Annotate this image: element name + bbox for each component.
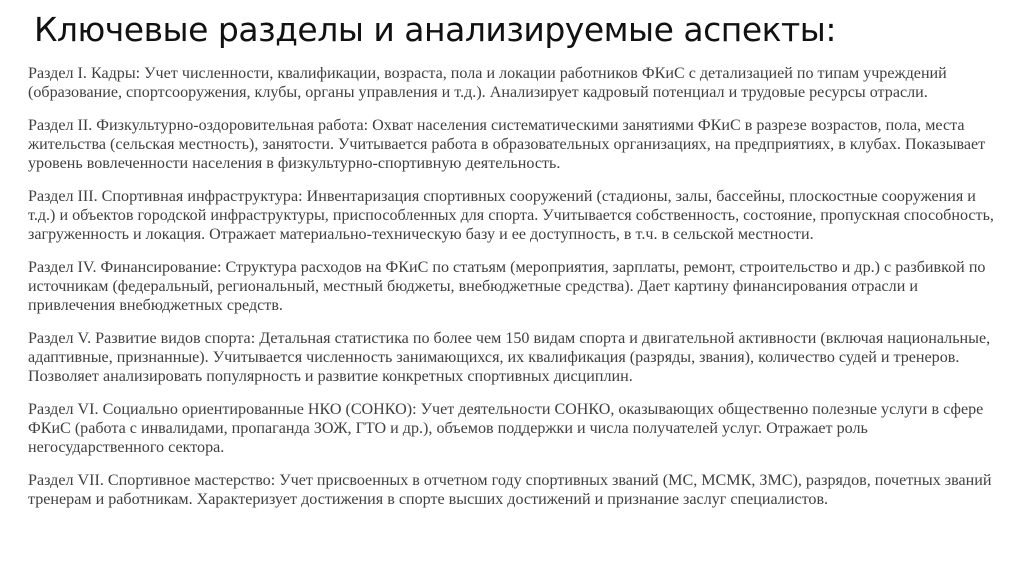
slide-title: Ключевые разделы и анализируемые аспекты: [34,10,836,49]
section-2: Раздел II. Физкультурно-оздоровительная работа: Охват населения систематическими занятиями ФКиС в разрезе возрастов, пола, места жительства (сельская местность), занятости. Учитывается работа в образовательных организациях, на предприятиях, в клубах. Показывает уровень вовлеченности населения в физкультурно-спортивную деятельность. [28,117,986,172]
section-6: Раздел VI. Социально ориентированные НКО (СОНКО): Учет деятельности СОНКО, оказывающих общественно полезные услуги в сфере ФКиС (работа с инвалидами, пропаганда ЗОЖ, ГТО и др.), объемов поддержки и числа получателей услуг. Отражает роль негосударственного сектора. [28,401,984,456]
section-5: Раздел V. Развитие видов спорта: Детальная статистика по более чем 150 видам спорта и двигательной активности (включая национальные, адаптивные, признанные). Учитывается численность занимающихся, их квалификация (разряды, звания), количество судей и тренеров. Позволяет анализировать популярность и развитие конкретных спортивных дисциплин. [28,330,991,385]
section-7: Раздел VII. Спортивное мастерство: Учет присвоенных в отчетном году спортивных званий (МС, МСМК, ЗМС), разрядов, почетных званий тренерам и работникам. Характеризует достижения в спорте высших достижений и признание заслуг специалистов. [28,472,992,508]
section-4: Раздел IV. Финансирование: Структура расходов на ФКиС по статьям (мероприятия, зарплаты, ремонт, строительство и др.) с разбивкой по источникам (федеральный, региональный, местный бюджеты, внебюджетные средства). Дает картину финансирования отрасли и привлечения внебюджетных средств. [28,259,986,314]
section-3: Раздел III. Спортивная инфраструктура: Инвентаризация спортивных сооружений (стадионы, залы, бассейны, плоскостные сооружения и т.д.) и объектов городской инфраструктуры, приспособленных для спорта. Учитывается собственность, состояние, пропускная способность, загруженность и локация. Отражает материально-техническую базу и ее доступность, в т.ч. в сельской местности. [28,188,994,243]
section-1: Раздел I. Кадры: Учет численности, квалификации, возраста, пола и локации работников ФКиС с детализацией по типам учреждений (образование, спортсооружения, клубы, органы управления и т.д.). Анализирует кадровый потенциал и трудовые ресурсы отрасли. [28,65,947,101]
sections-list [28,64,996,523]
